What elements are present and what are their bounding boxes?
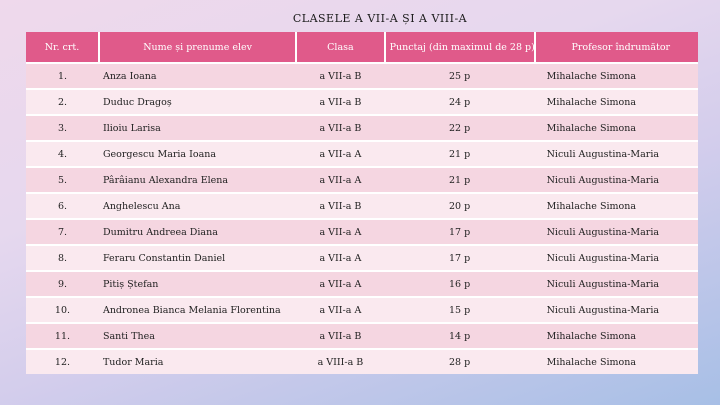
student-name-cell: Feraru Constantin Daniel	[99, 245, 296, 271]
teacher-name-cell: Niculi Augustina-Maria	[535, 297, 698, 323]
student-name-cell: Georgescu Maria Ioana	[99, 141, 296, 167]
row-number-cell: 1.	[26, 63, 99, 89]
row-number-cell: 4.	[26, 141, 99, 167]
class-name-cell: a VII-a B	[296, 89, 384, 115]
teacher-name-cell: Niculi Augustina-Maria	[535, 271, 698, 297]
score-cell: 28 p	[385, 349, 535, 374]
class-name-cell: a VII-a A	[296, 271, 384, 297]
row-number-cell: 12.	[26, 349, 99, 374]
column-header-number: Nr. crt.	[26, 32, 99, 63]
class-name-cell: a VIII-a B	[296, 349, 384, 374]
teacher-name-cell: Mihalache Simona	[535, 89, 698, 115]
page-title: CLASELE A VII-A ȘI A VIII-A	[292, 12, 468, 25]
row-number-cell: 8.	[26, 245, 99, 271]
table-row	[26, 219, 698, 245]
row-number-cell: 2.	[26, 89, 99, 115]
teacher-name-cell: Mihalache Simona	[535, 63, 698, 89]
row-number-cell: 6.	[26, 193, 99, 219]
table-row	[26, 167, 698, 193]
score-cell: 21 p	[385, 141, 535, 167]
score-cell: 22 p	[385, 115, 535, 141]
table-row	[26, 323, 698, 349]
class-name-cell: a VII-a A	[296, 219, 384, 245]
score-cell: 15 p	[385, 297, 535, 323]
student-name-cell: Anza Ioana	[99, 63, 296, 89]
table-row	[26, 115, 698, 141]
row-number-cell: 3.	[26, 115, 99, 141]
column-header-score: Punctaj (din maximul de 28 p)	[385, 32, 535, 63]
class-name-cell: a VII-a A	[296, 297, 384, 323]
table-row	[26, 297, 698, 323]
teacher-name-cell: Mihalache Simona	[535, 349, 698, 374]
student-name-cell: Pitiș Ștefan	[99, 271, 296, 297]
row-number-cell: 9.	[26, 271, 99, 297]
student-name-cell: Santi Thea	[99, 323, 296, 349]
class-name-cell: a VII-a A	[296, 167, 384, 193]
class-name-cell: a VII-a B	[296, 193, 384, 219]
table-row	[26, 193, 698, 219]
student-name-cell: Andronea Bianca Melania Florentina	[99, 297, 296, 323]
table-row	[26, 141, 698, 167]
table-row	[26, 349, 698, 374]
column-header-student-name: Nume și prenume elev	[99, 32, 296, 63]
class-name-cell: a VII-a A	[296, 141, 384, 167]
row-number-cell: 7.	[26, 219, 99, 245]
teacher-name-cell: Niculi Augustina-Maria	[535, 219, 698, 245]
column-header-teacher: Profesor îndrumător	[535, 32, 698, 63]
table-row	[26, 245, 698, 271]
teacher-name-cell: Niculi Augustina-Maria	[535, 167, 698, 193]
student-name-cell: Anghelescu Ana	[99, 193, 296, 219]
teacher-name-cell: Niculi Augustina-Maria	[535, 141, 698, 167]
student-name-cell: Duduc Dragoș	[99, 89, 296, 115]
class-name-cell: a VII-a A	[296, 245, 384, 271]
results-table	[26, 32, 698, 374]
class-name-cell: a VII-a B	[296, 63, 384, 89]
score-cell: 14 p	[385, 323, 535, 349]
student-name-cell: Ilioiu Larisa	[99, 115, 296, 141]
table-row	[26, 89, 698, 115]
row-number-cell: 10.	[26, 297, 99, 323]
table-header-row	[26, 32, 698, 63]
teacher-name-cell: Mihalache Simona	[535, 323, 698, 349]
row-number-cell: 5.	[26, 167, 99, 193]
score-cell: 20 p	[385, 193, 535, 219]
teacher-name-cell: Niculi Augustina-Maria	[535, 245, 698, 271]
class-name-cell: a VII-a B	[296, 115, 384, 141]
score-cell: 24 p	[385, 89, 535, 115]
row-number-cell: 11.	[26, 323, 99, 349]
teacher-name-cell: Mihalache Simona	[535, 193, 698, 219]
student-name-cell: Tudor Maria	[99, 349, 296, 374]
score-cell: 17 p	[385, 219, 535, 245]
score-cell: 21 p	[385, 167, 535, 193]
table-row	[26, 63, 698, 89]
score-cell: 25 p	[385, 63, 535, 89]
table-row	[26, 271, 698, 297]
student-name-cell: Dumitru Andreea Diana	[99, 219, 296, 245]
score-cell: 16 p	[385, 271, 535, 297]
score-cell: 17 p	[385, 245, 535, 271]
class-name-cell: a VII-a B	[296, 323, 384, 349]
column-header-class: Clasa	[296, 32, 384, 63]
teacher-name-cell: Mihalache Simona	[535, 115, 698, 141]
student-name-cell: Pârâianu Alexandra Elena	[99, 167, 296, 193]
